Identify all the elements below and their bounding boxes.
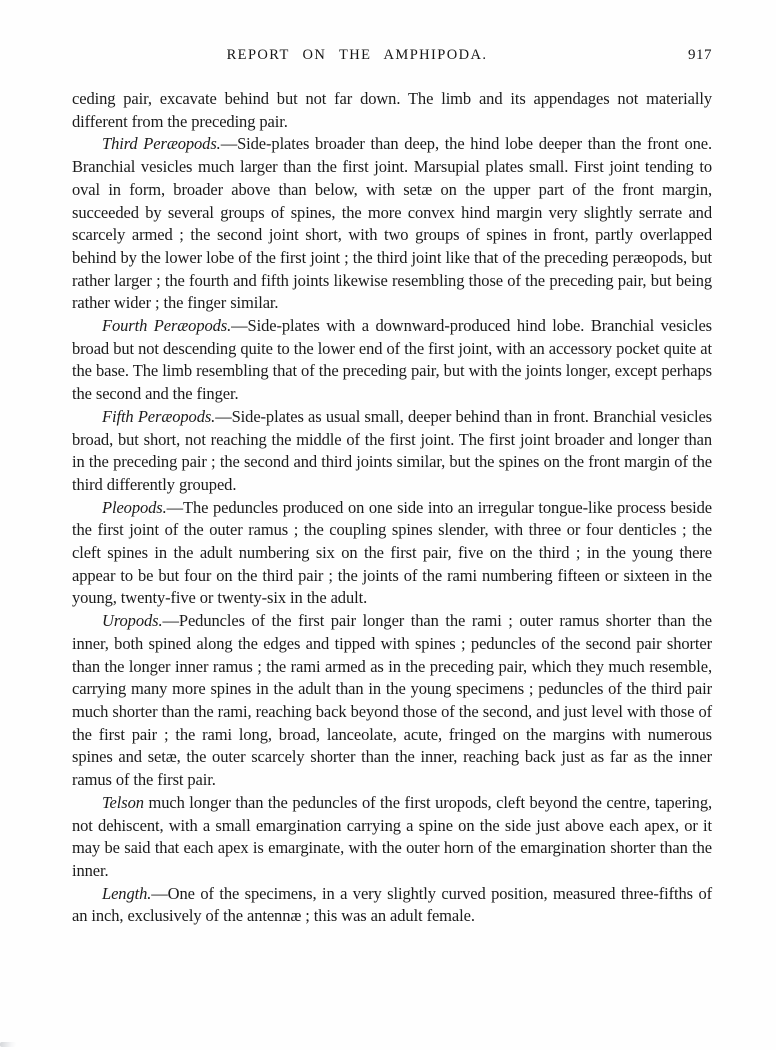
page-number: 917: [688, 47, 712, 63]
paragraph-third-peraeopods: [72, 133, 712, 315]
paragraph-body: ceding pair, excavate behind but not far down. The limb and its appendages not materially different from the preceding pair.: [72, 89, 712, 131]
paragraph-lead: Fifth Peræopods.: [102, 406, 216, 426]
page-title: REPORT ON THE AMPHIPODA.: [226, 47, 488, 63]
paragraph-pleopods: [72, 497, 712, 611]
paragraph-body: —The peduncles produced on one side into an irregular tongue-like process beside the first joint of the outer ramus ; the coupling spines slender, with three or four denticles ; the cleft spines in the adult numbering six on the first pair, five on the third ; in the young there appear to be but four on the third pair ; the joints of the rami numbering fifteen or sixteen in the young, twenty-five or twenty-six in the adult.: [72, 497, 712, 608]
paragraph-lead: Third Peræopods.: [102, 134, 221, 154]
paragraph-body: —Side-plates broader than deep, the hind lobe deeper than the front one. Branchial vesicles much larger than the first joint. Marsupial plates small. First joint tending to oval in form, broader above than below, with setæ on the upper part of the front margin, succeeded by several groups of spines, the more convex hind margin very slightly serrate and scarcely armed ; the second joint short, with two groups of spines in front, partly overlapped behind by the lower lobe of the first joint ; the third joint like that of the preceding peræopods, but rather larger ; the fourth and fifth joints likewise resembling those of the preceding pair, but being rather wider ; the finger similar.: [72, 134, 712, 313]
paragraph-continuation: [72, 88, 712, 133]
body-text: [72, 88, 712, 928]
paragraph-body: much longer than the peduncles of the first uropods, cleft beyond the centre, tapering, not dehiscent, with a small emargination carrying a spine on the side just above each apex, or it may be said that each apex is emarginate, with the outer horn of the emargination shorter than the inner.: [72, 792, 712, 880]
paragraph-lead: Uropods.: [102, 611, 163, 631]
paragraph-body: —Side-plates as usual small, deeper behind than in front. Branchial vesicles broad, but short, not reaching the middle of the first joint. The first joint broader and longer than in the preceding pair ; the second and third joints similar, but the spines on the front margin of the third differently grouped.: [72, 406, 712, 494]
paragraph-fifth-peraeopods: [72, 406, 712, 497]
paragraph-lead: Length.: [102, 883, 152, 903]
paragraph-uropods: [72, 610, 712, 792]
running-header: [72, 47, 712, 67]
paragraph-lead: Pleopods.: [102, 497, 167, 517]
paragraph-lead: Telson: [102, 792, 144, 812]
paragraph-length: [72, 883, 712, 928]
paragraph-lead: Fourth Peræopods.: [102, 316, 232, 336]
paragraph-body: —Side-plates with a downward-produced hind lobe. Branchial vesicles broad but not descending quite to the lower end of the first joint, with an accessory pocket quite at the base. The limb resembling that of the preceding pair, but with the joints longer, except perhaps the second and the finger.: [72, 316, 713, 404]
paragraph-fourth-peraeopods: [72, 315, 712, 406]
paragraph-telson: [72, 792, 712, 883]
paragraph-body: —One of the specimens, in a very slightly curved position, measured three-fifths of an inch, exclusively of the antennæ ; this was an adult female.: [72, 883, 712, 926]
paragraph-body: —Peduncles of the first pair longer than the rami ; outer ramus shorter than the inner, both spined along the edges and tipped with spines ; peduncles of the second pair shorter than the longer inner ramus ; the rami armed as in the preceding pair, which they much resemble, carrying many more spines in the adult than in the young specimens ; peduncles of the third pair much shorter than the rami, reaching back beyond those of the second, and just level with those of the first pair ; the rami long, broad, lanceolate, acute, fringed on the margins with numerous spines and setæ, the outer scarcely shorter than the inner, reaching back just as far as the inner ramus of the first pair.: [72, 611, 712, 790]
scan-smudge-artifact: [0, 1042, 16, 1047]
